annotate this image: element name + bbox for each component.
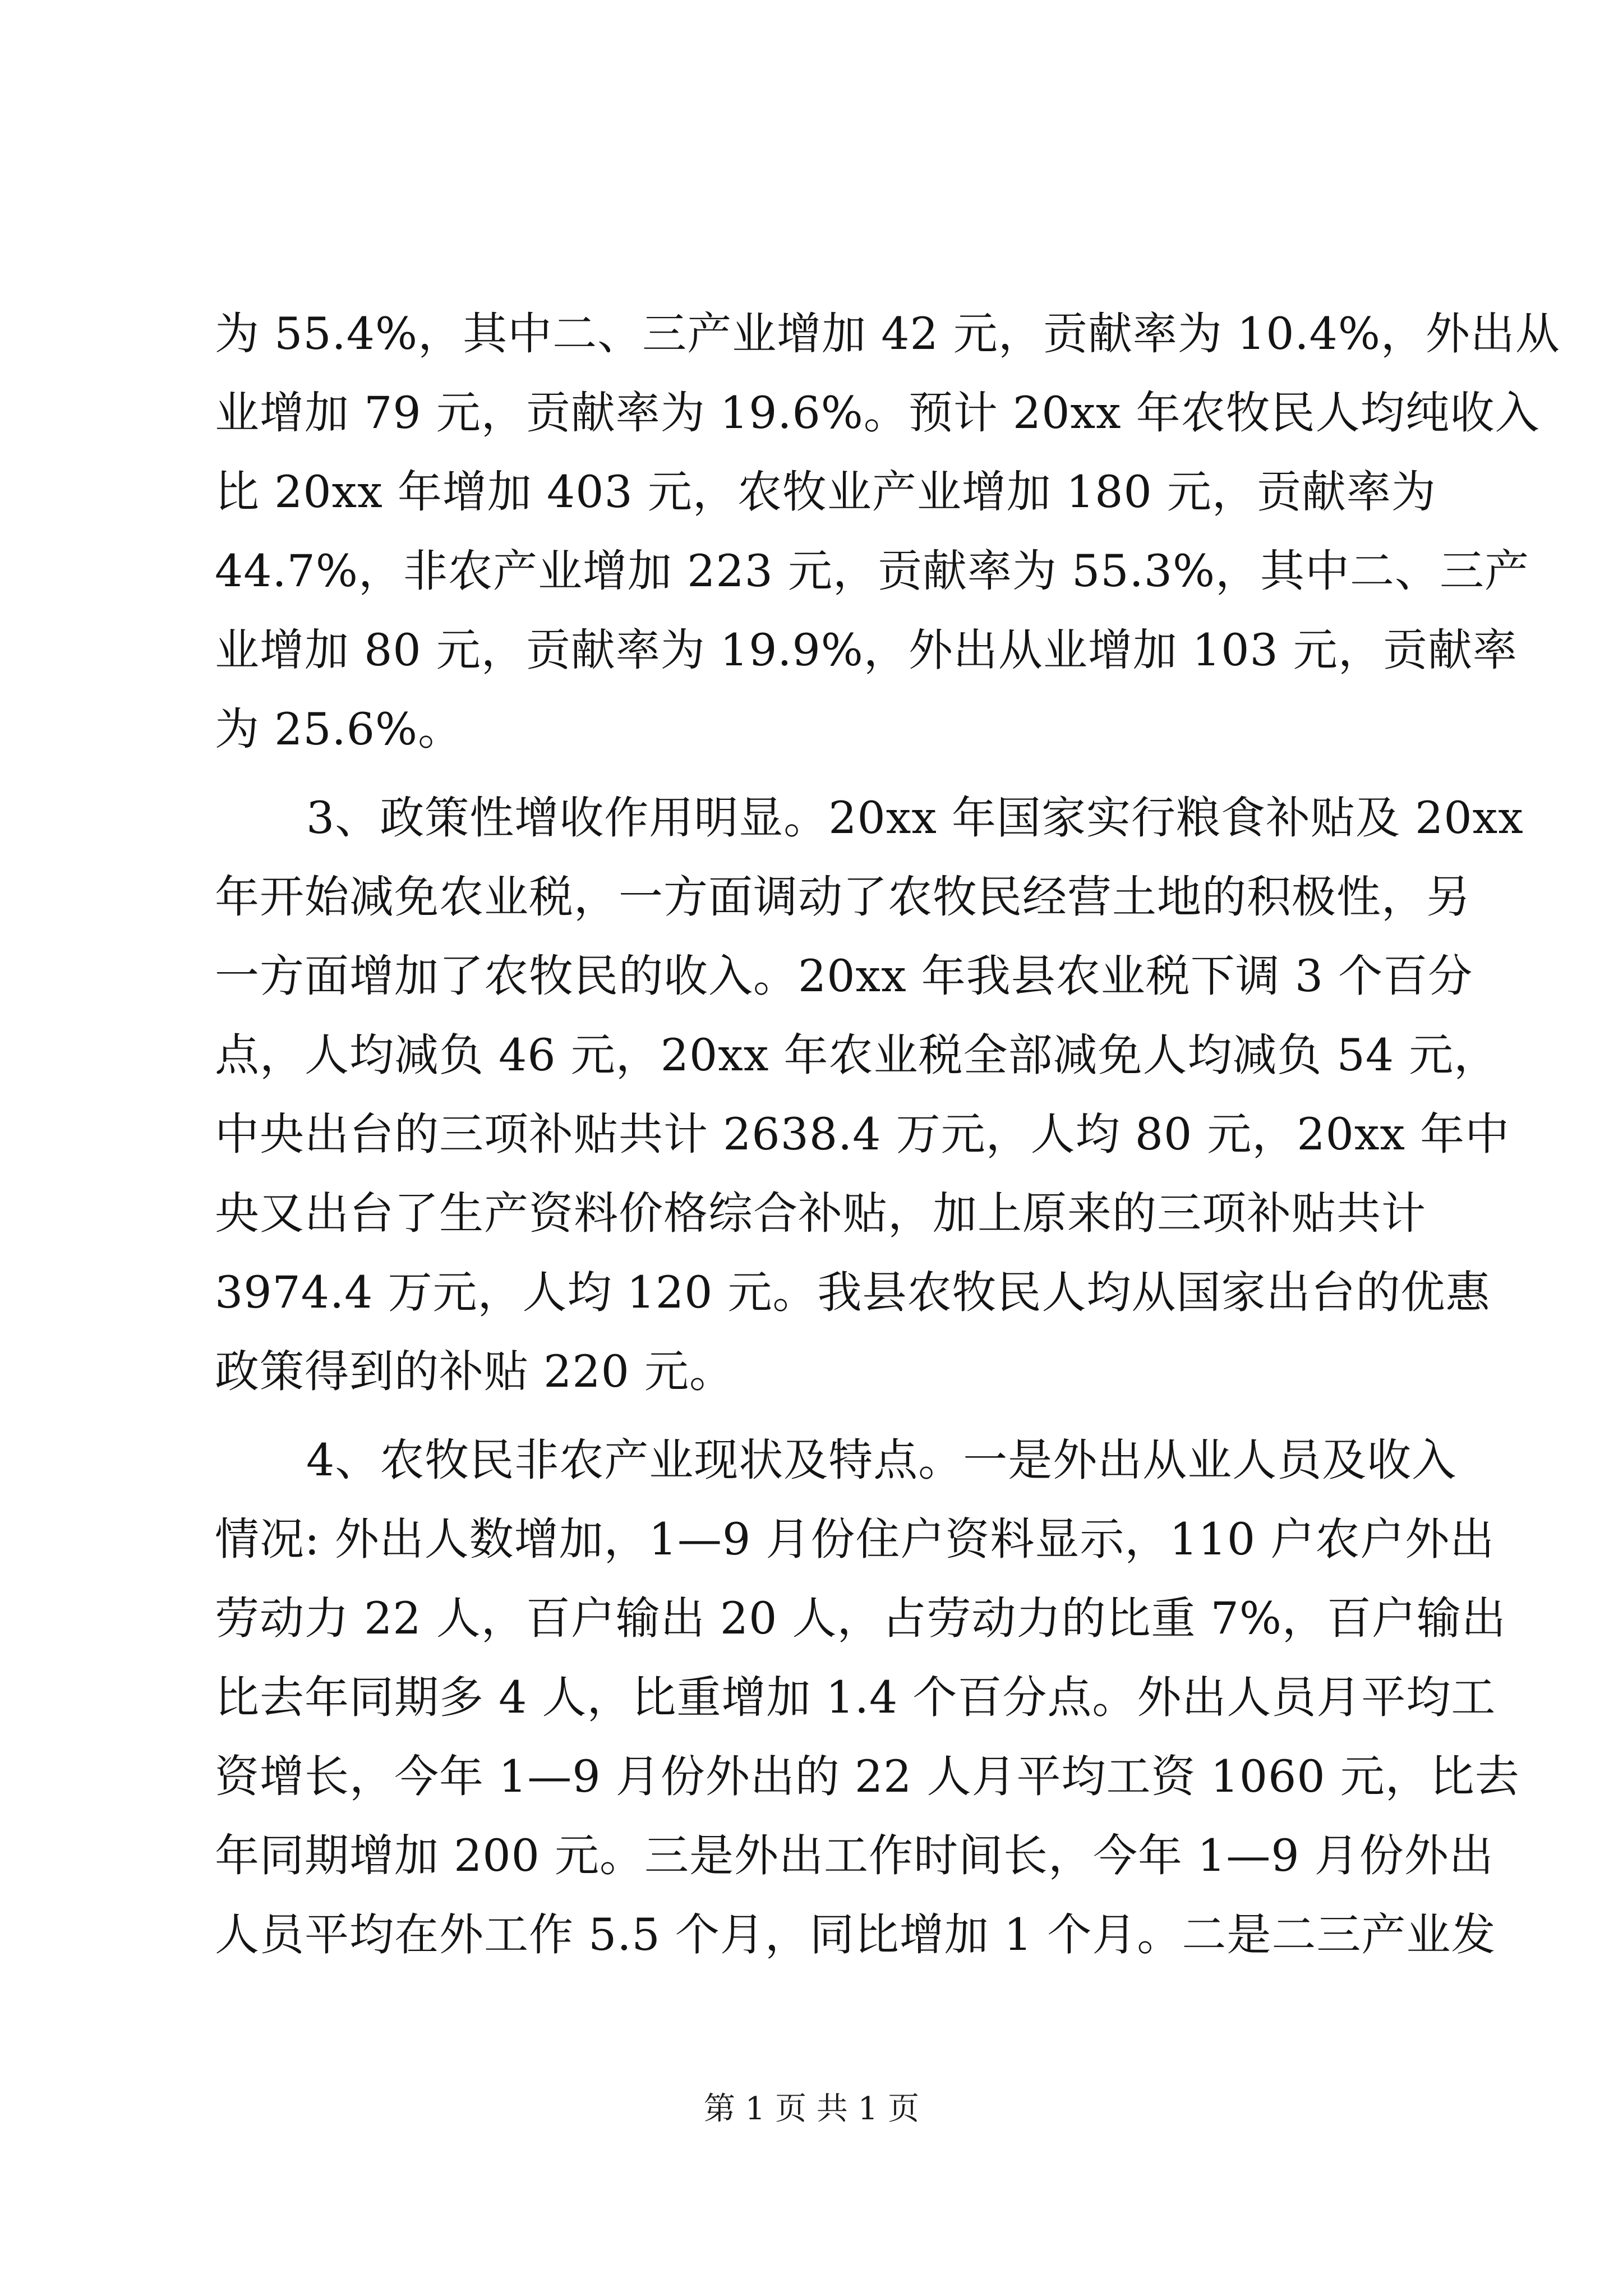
text-line: 年同期增加 200 元。三是外出工作时间长，今年 1—9 月份外出 bbox=[215, 1830, 1494, 1881]
paragraph-2 bbox=[215, 779, 1524, 1411]
text-line: 比去年同期多 4 人，比重增加 1.4 个百分点。外出人员月平均工 bbox=[215, 1672, 1496, 1723]
text-line: 资增长，今年 1—9 月份外出的 22 人月平均工资 1060 元，比去 bbox=[215, 1751, 1520, 1802]
text-line: 3974.4 万元，人均 120 元。我县农牧民人均从国家出台的优惠 bbox=[215, 1267, 1491, 1318]
text-line: 为 25.6%。 bbox=[215, 703, 463, 755]
text-line: 比 20xx 年增加 403 元，农牧业产业增加 180 元，贡献率为 bbox=[215, 466, 1436, 518]
text-line: 情况: 外出人数增加，1—9 月份住户资料显示，110 户农户外出 bbox=[215, 1513, 1495, 1565]
text-line: 点，人均减负 46 元，20xx 年农业税全部减免人均减负 54 元， bbox=[215, 1029, 1499, 1081]
text-line: 4、农牧民非农产业现状及特点。一是外出从业人员及收入 bbox=[306, 1434, 1457, 1486]
document-body bbox=[215, 295, 1560, 1975]
text-line: 中央出台的三项补贴共计 2638.4 万元，人均 80 元，20xx 年中 bbox=[215, 1108, 1510, 1160]
text-line: 业增加 79 元，贡献率为 19.6%。预计 20xx 年农牧民人均纯收入 bbox=[215, 387, 1540, 439]
paragraph-1 bbox=[215, 295, 1560, 769]
text-line: 业增加 80 元，贡献率为 19.9%，外出从业增加 103 元，贡献率 bbox=[215, 624, 1518, 676]
text-line: 3、政策性增收作用明显。20xx 年国家实行粮食补贴及 20xx bbox=[306, 792, 1524, 844]
text-line: 为 55.4%，其中二、三产业增加 42 元，贡献率为 10.4%，外出从 bbox=[215, 308, 1560, 360]
text-line: 劳动力 22 人，百户输出 20 人，占劳动力的比重 7%，百户输出 bbox=[215, 1593, 1506, 1644]
text-line: 人员平均在外工作 5.5 个月，同比增加 1 个月。二是二三产业发 bbox=[215, 1909, 1496, 1961]
text-line: 一方面增加了农牧民的收入。20xx 年我县农业税下调 3 个百分 bbox=[215, 950, 1473, 1002]
paragraph-3 bbox=[215, 1421, 1520, 1975]
text-line: 44.7%，非农产业增加 223 元，贡献率为 55.3%，其中二、三产 bbox=[215, 545, 1530, 597]
page-footer: 第 1 页 共 1 页 bbox=[703, 2091, 920, 2127]
text-line: 政策得到的补贴 220 元。 bbox=[215, 1346, 735, 1397]
text-line: 央又出台了生产资料价格综合补贴，加上原来的三项补贴共计 bbox=[215, 1188, 1426, 1239]
text-line: 年开始减免农业税，一方面调动了农牧民经营土地的积极性，另 bbox=[215, 871, 1471, 923]
